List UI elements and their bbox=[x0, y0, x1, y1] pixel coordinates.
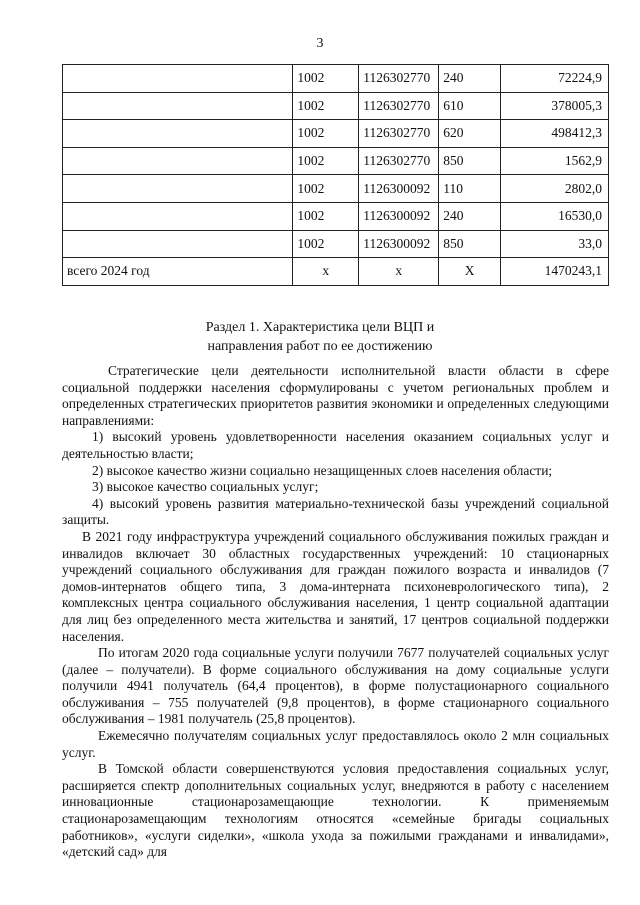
cell-target: 1126302770 bbox=[359, 147, 439, 175]
cell-type: 240 bbox=[439, 202, 501, 230]
cell-amount: 33,0 bbox=[501, 230, 609, 258]
cell-amount: 1470243,1 bbox=[501, 258, 609, 286]
cell-amount: 2802,0 bbox=[501, 175, 609, 203]
table-row bbox=[63, 92, 609, 120]
cell-target: 1126300092 bbox=[359, 202, 439, 230]
paragraph: 1) высокий уровень удовлетворенности населения оказанием социальных услуг и деятельностью власти; bbox=[62, 429, 609, 461]
table-row bbox=[63, 147, 609, 175]
section-heading bbox=[0, 318, 640, 356]
table-row bbox=[63, 230, 609, 258]
table-row bbox=[63, 120, 609, 148]
section-heading-line-2: направления работ по ее достижению bbox=[207, 339, 433, 354]
cell-type: 240 bbox=[439, 65, 501, 93]
cell-type: 610 bbox=[439, 92, 501, 120]
cell-label bbox=[63, 65, 293, 93]
cell-target: 1126302770 bbox=[359, 92, 439, 120]
table-row bbox=[63, 65, 609, 93]
cell-target: 1126302770 bbox=[359, 65, 439, 93]
paragraph: В 2021 году инфраструктура учреждений социального обслуживания пожилых граждан и инвалидов включает 30 областных государственных учреждений: 10 стационарных учреждений социального обслуживания для граждан пожилого возраста и инвалидов (7 домов-интернатов общего типа, 3 дома-интерната психоневрологического типа), 2 комплексных центра социального обслуживания населения, 1 центр социальной адаптации для лиц без определенного места жительства и занятий, 17 центров социальной поддержки населения. bbox=[62, 528, 609, 644]
cell-section: 1002 bbox=[293, 65, 359, 93]
cell-amount: 16530,0 bbox=[501, 202, 609, 230]
table-row bbox=[63, 202, 609, 230]
cell-target: 1126302770 bbox=[359, 120, 439, 148]
cell-type: Х bbox=[439, 258, 501, 286]
cell-section: х bbox=[293, 258, 359, 286]
cell-amount: 1562,9 bbox=[501, 147, 609, 175]
table-total-row bbox=[63, 258, 609, 286]
cell-label bbox=[63, 120, 293, 148]
paragraph: 2) высокое качество жизни социально незащищенных слоев населения области; bbox=[92, 462, 553, 478]
table-row bbox=[63, 175, 609, 203]
cell-label: всего 2024 год bbox=[63, 258, 293, 286]
cell-label bbox=[63, 175, 293, 203]
cell-amount: 378005,3 bbox=[501, 92, 609, 120]
paragraph: По итогам 2020 года социальные услуги получили 7677 получателей социальных услуг (далее – получатели). В форме социального обслуживания на дому социальные услуги получили 4941 получатель (64,4 процентов), в форме полустационарного социального обслуживания – 755 получателей (9,8 процентов), в форме стационарного социального обслуживания – 1981 получатель (25,8 процентов). bbox=[62, 645, 609, 727]
body-text bbox=[62, 363, 609, 861]
cell-target: 1126300092 bbox=[359, 230, 439, 258]
cell-section: 1002 bbox=[293, 230, 359, 258]
cell-amount: 498412,3 bbox=[501, 120, 609, 148]
paragraph: В Томской области совершенствуются условия предоставления социальных услуг, расширяется спектр дополнительных социальных услуг, внедряются в работу с населением инновационные стационарозамещающие технологии. К применяемым стационарозамещающим технологиям относятся «семейные бригады социальных работников», «услуги сиделки», «школа ухода за пожилыми гражданами и инвалидами», «детский сад» для bbox=[62, 761, 609, 860]
paragraph: Ежемесячно получателям социальных услуг предоставлялось около 2 млн социальных услуг. bbox=[62, 728, 609, 760]
page-number: 3 bbox=[316, 36, 324, 51]
cell-type: 850 bbox=[439, 230, 501, 258]
cell-section: 1002 bbox=[293, 120, 359, 148]
budget-table-body bbox=[63, 65, 609, 286]
budget-table bbox=[62, 64, 609, 286]
cell-label bbox=[63, 202, 293, 230]
cell-label bbox=[63, 230, 293, 258]
cell-section: 1002 bbox=[293, 202, 359, 230]
cell-type: 620 bbox=[439, 120, 501, 148]
cell-target: х bbox=[359, 258, 439, 286]
section-heading-line-1: Раздел 1. Характеристика цели ВЦП и bbox=[205, 320, 435, 335]
cell-type: 110 bbox=[439, 175, 501, 203]
cell-section: 1002 bbox=[293, 147, 359, 175]
cell-label bbox=[63, 147, 293, 175]
cell-section: 1002 bbox=[293, 92, 359, 120]
cell-type: 850 bbox=[439, 147, 501, 175]
paragraph: 3) высокое качество социальных услуг; bbox=[92, 479, 319, 495]
cell-label bbox=[63, 92, 293, 120]
cell-amount: 72224,9 bbox=[501, 65, 609, 93]
paragraph: 4) высокий уровень развития материально-технической базы учреждений социальной защиты. bbox=[62, 495, 609, 528]
cell-section: 1002 bbox=[293, 175, 359, 203]
cell-target: 1126300092 bbox=[359, 175, 439, 203]
paragraph: Стратегические цели деятельности исполнительной власти области в сфере социальной поддержки населения сформулированы с учетом региональных проблем и определенных стратегических приоритетов развития экономики и определенных следующими направлениями: bbox=[62, 363, 609, 428]
